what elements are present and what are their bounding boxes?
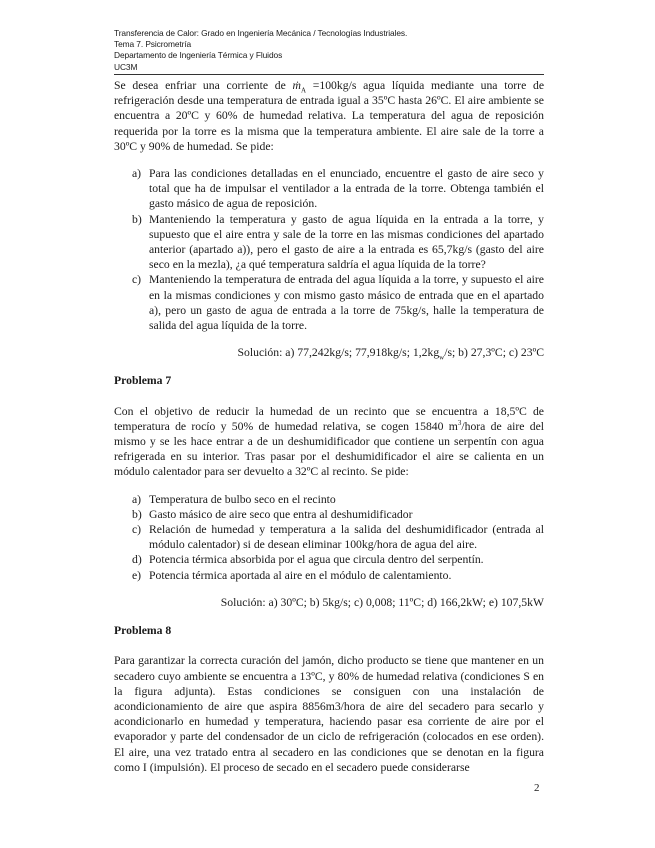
page-content [114, 78, 544, 775]
list-item: e) Potencia térmica aportada al aire en el módulo de calentamiento. [132, 568, 452, 582]
header-university: UC3M [114, 61, 138, 72]
list-item: a) Para las condiciones detalladas en el enunciado, encuentre el gasto de aire seco y total que ha de impulsar el ventilador a la entrada de la torre. Obtenga también el gasto másico de agua de reposición. [132, 167, 544, 211]
problem8-title: Problema 8 [114, 624, 172, 638]
header-topic: Tema 7. Psicrometría [114, 39, 192, 50]
problem6-solution: Solución: a) 77,242kg/s; 77,918kg/s; $1,2kg_w/s$; b) 27,3ºC; c) 23ºC [237, 346, 544, 362]
problem6-list [114, 166, 544, 333]
header-department: Departamento de Ingeniería Térmica y Fluidos [114, 50, 283, 61]
problem7-list [114, 492, 544, 583]
list-item: c) Relación de humedad y temperatura a la salida del deshumidificador (entrada al módulo calentador) si de desean eliminar 100kg/hora de agua del aire. [132, 523, 544, 552]
list-item: c) Manteniendo la temperatura de entrada del agua líquida a la torre, y supuesto el aire en la mismas condiciones y con mismo gasto másico de entrada que en el apartado a), pero un gasto de agua de entrada a la torre de 75kg/s, halle la temperatura de salida del agua líquida de la torre. [132, 273, 544, 333]
problem6-statement: Se desea enfriar una corriente de ṁ$_A$ =100kg/s agua líquida mediante una torre de refrigeración desde una temperatura de entrada igual a 35ºC hasta 26ºC. El aire ambiente se encuentra a 20ºC y 60% de humedad relativa. La temperatura del agua de reposición requerida por la torre es la misma que la temperatura ambiente. El aire sale de la torre a 30ºC y 90% de humedad. Se pide: [114, 79, 545, 153]
list-item: a) Temperatura de bulbo seco en el recinto [132, 492, 336, 506]
header-course: Transferencia de Calor: Grado en Ingeniería Mecánica / Tecnologías Industriales. [114, 28, 408, 38]
problem7-title: Problema 7 [114, 374, 172, 388]
page-header [114, 28, 544, 75]
list-item: b) Gasto másico de aire seco que entra al deshumidificador [132, 507, 413, 521]
problem7-solution: Solución: a) 30ºC; b) 5kg/s; c) 0,008; 11ºC; d) 166,2kW; e) 107,5kW [220, 595, 544, 609]
problem7-statement: Con el objetivo de reducir la humedad de un recinto que se encuentra a 18,5ºC de temperatura de rocío y 50% de humedad relativa, se cogen 15840 $m^3$/hora de aire del mismo y se les hace entrar a de un deshumidificador que contiene un serpentín con agua refrigerada en su interior. Tras pasar por el deshumidificador el aire se calienta en un módulo calentador para ser devuelto a 32ºC al recinto. Se pide: [114, 404, 545, 479]
list-item: b) Manteniendo la temperatura y gasto de agua líquida en la entrada a la torre, y supuesto que el aire entra y sale de la torre en las mismas condiciones del apartado anterior (apartado a)), pero el gasto de aire a la entrada es 65,7kg/s (gasto del aire seco en la mezla), ¿a qué temperatura saldría el agua líquida de la torre? [132, 212, 544, 272]
list-item: d) Potencia térmica absorbida por el agua que circula dentro del serpentín. [132, 553, 484, 567]
mass-flow-symbol: ṁ [292, 79, 301, 92]
problem8-statement: Para garantizar la correcta curación del jamón, dicho producto se tiene que mantener en un secadero cuyo ambiente se encuentra a 13ºC, y 80% de humedad relativa (condiciones S en la figura adjunta). Estas condiciones se consiguen con una instalación de acondicionamiento de aire que aspira 8856m3/hora de aire del secadero para secarlo y acondicionarlo en humedad y temperatura, haciendo pasar esa corriente de aire por el evaporador y parte del condensador de un ciclo de refrigeración (colocados en ese orden). El aire, una vez tratado entra al secadero en las condiciones que se denotan en la figura como I (impulsión). El proceso de secado en el secadero puede considerarse [114, 654, 544, 774]
page-number: 2 [534, 782, 540, 794]
